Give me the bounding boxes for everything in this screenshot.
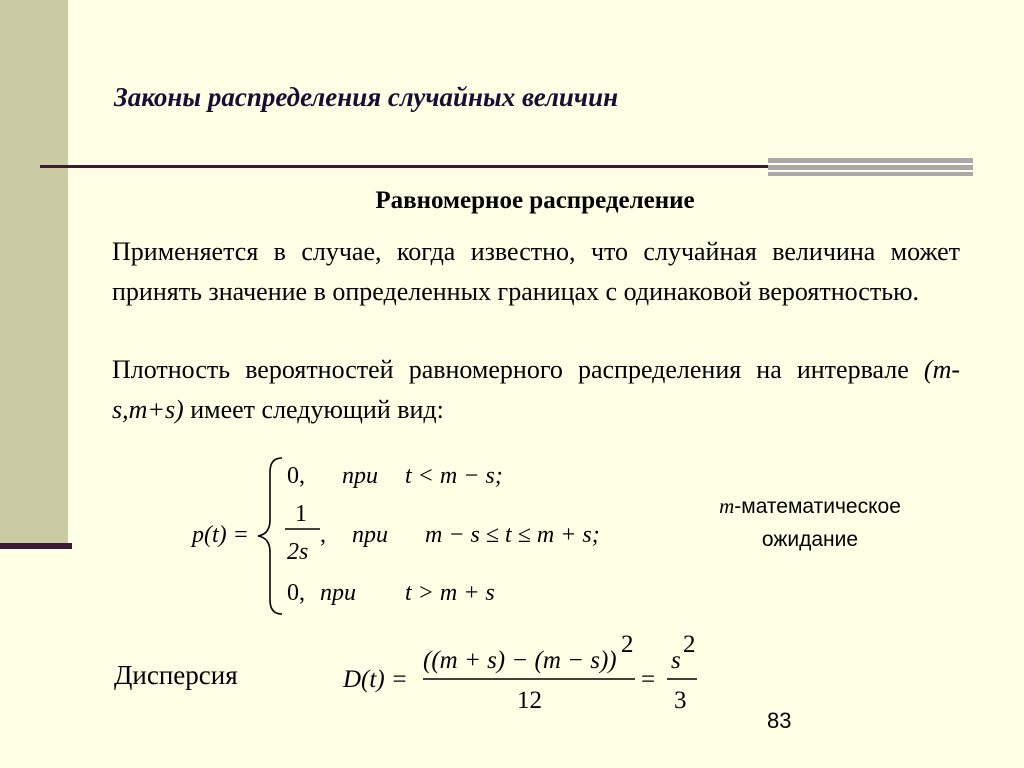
title-rule-accent	[768, 158, 973, 176]
dispersion-rhs-base: s	[671, 647, 681, 674]
left-decor-bar	[0, 0, 68, 545]
interval-notation: (m-s,m+s)	[112, 355, 960, 424]
expectation-note-line1	[680, 490, 940, 523]
case3-value: 0,	[287, 580, 305, 606]
case1-condition: t < m − s;	[405, 463, 503, 489]
expectation-note-line2: ожидание	[761, 528, 859, 551]
dispersion-label: Дисперсия	[114, 660, 238, 690]
expectation-symbol: m	[719, 494, 735, 518]
paragraph-density-text-end: имеет следующий вид:	[183, 395, 444, 424]
dispersion-formula	[335, 630, 705, 720]
density-formula-svg	[190, 450, 660, 620]
density-lhs: p(t) =	[192, 522, 249, 548]
slide-title: Законы распределения случайных величин	[114, 82, 619, 112]
case3-word: при	[320, 580, 356, 606]
case2-denominator: 2s	[287, 539, 309, 565]
page-number: 83	[767, 708, 792, 733]
left-decor-line	[0, 543, 72, 549]
paragraph-density	[112, 350, 960, 430]
case1-word: при	[342, 463, 378, 489]
paragraph-usage: Применяется в случае, когда известно, что случайная величина может принять значение в определенных границах с одинаковой вероятностью.	[112, 237, 960, 306]
paragraph-density-text: Плотность вероятностей равномерного распределения на интервале	[112, 355, 924, 384]
dispersion-numerator: ((m + s) − (m − s))	[423, 647, 617, 674]
case2-word: при	[352, 522, 388, 548]
case3-condition: t > m + s	[405, 580, 495, 606]
expectation-note-text: -математическое	[734, 495, 901, 518]
case1-value: 0,	[287, 463, 305, 489]
left-brace	[258, 458, 282, 614]
dispersion-numerator-exponent: 2	[621, 631, 634, 658]
dispersion-rhs-exponent: 2	[683, 631, 696, 658]
slide-subtitle: Равномерное распределение	[375, 187, 695, 214]
dispersion-formula-svg	[335, 630, 705, 720]
dispersion-denominator: 12	[517, 687, 542, 714]
density-formula	[190, 450, 660, 620]
case2-comma: ,	[320, 522, 326, 548]
case2-condition: m − s ≤ t ≤ m + s;	[425, 522, 600, 548]
case2-numerator: 1	[295, 501, 307, 527]
dispersion-rhs-denominator: 3	[674, 687, 687, 714]
dispersion-equals: =	[641, 666, 656, 693]
expectation-note	[680, 490, 940, 556]
dispersion-lhs: D(t) =	[343, 666, 408, 693]
